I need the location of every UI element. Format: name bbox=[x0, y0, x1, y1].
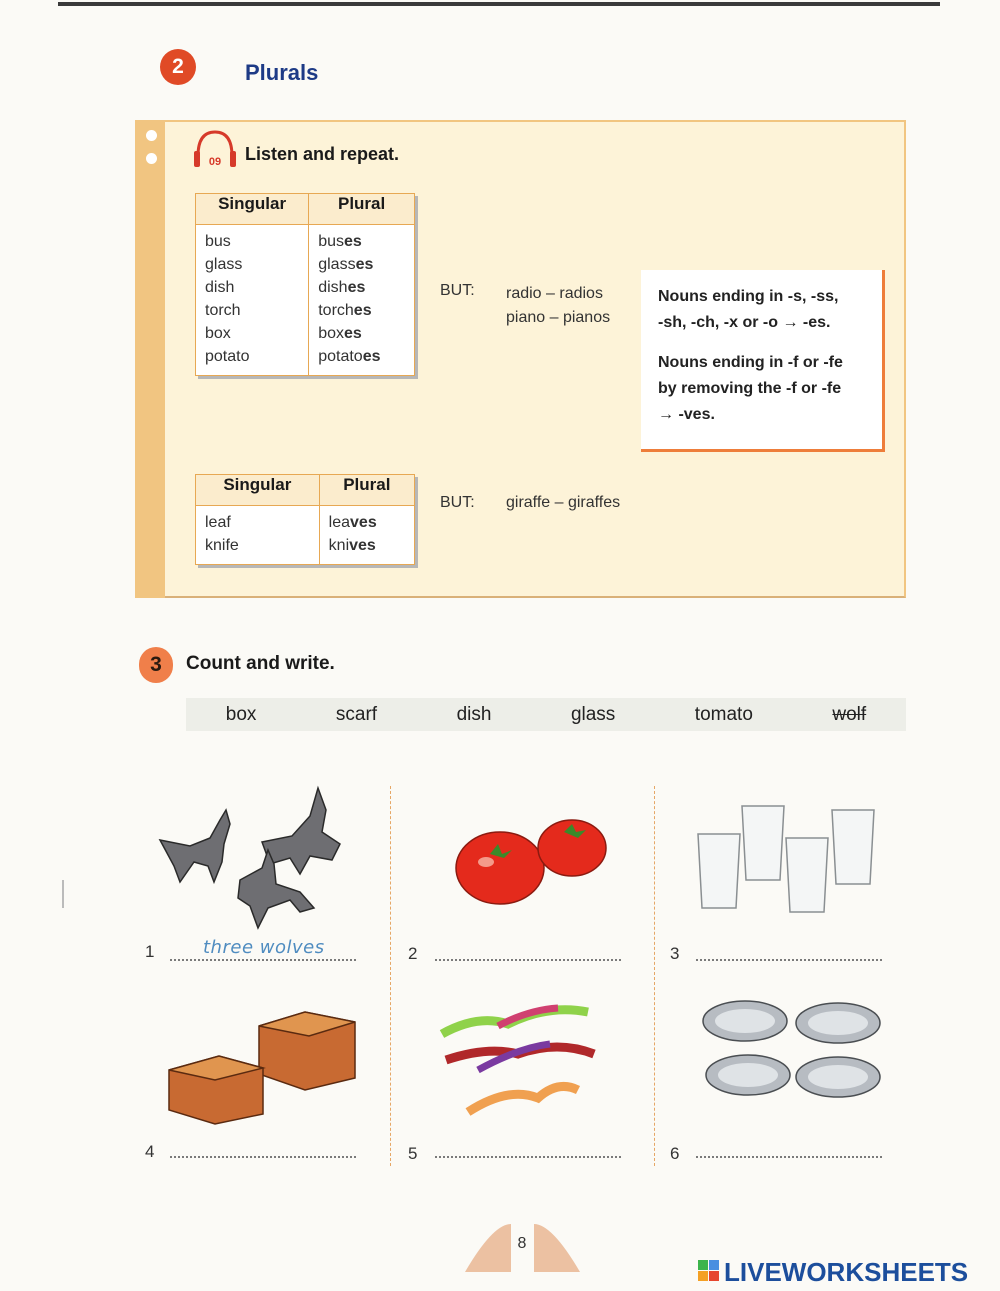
item-number: 2 bbox=[408, 944, 418, 963]
word-bank bbox=[186, 698, 906, 731]
singular-word: box bbox=[205, 325, 231, 342]
rule-text: -sh, -ch, -x or -o → -es. bbox=[658, 314, 831, 331]
word-bank-item: tomato bbox=[694, 703, 753, 725]
answer-example: three wolves bbox=[203, 937, 325, 958]
answer-line[interactable] bbox=[435, 1154, 621, 1158]
section-number-badge: 3 bbox=[139, 647, 173, 683]
singular-word: glass bbox=[205, 256, 243, 273]
plural-word: buses bbox=[318, 233, 362, 250]
page-number-tab bbox=[465, 1224, 580, 1274]
plural-column bbox=[319, 506, 414, 565]
liveworksheets-logo[interactable] bbox=[698, 1254, 998, 1288]
audio-track-number: 09 bbox=[208, 156, 222, 168]
word-bank-item: box bbox=[225, 703, 257, 725]
column-header: Plural bbox=[319, 475, 414, 506]
binder-hole bbox=[146, 153, 157, 164]
plural-table-ves bbox=[195, 474, 415, 565]
item-number: 3 bbox=[670, 944, 680, 963]
singular-word: potato bbox=[205, 348, 250, 365]
dishes-picture bbox=[700, 995, 885, 1105]
binder-hole bbox=[146, 130, 157, 141]
column-header: Singular bbox=[196, 475, 320, 506]
rule-text: Nouns ending in -f or -fe bbox=[658, 354, 843, 371]
answer-line[interactable] bbox=[696, 1154, 882, 1158]
plural-word: boxes bbox=[318, 325, 362, 342]
singular-word: knife bbox=[205, 537, 239, 554]
scarves-picture bbox=[438, 1000, 598, 1120]
exception-item: piano – pianos bbox=[506, 309, 611, 326]
section-number-badge: 2 bbox=[160, 49, 196, 85]
answer-line[interactable] bbox=[696, 957, 882, 961]
page-number: 8 bbox=[517, 1235, 527, 1252]
item-number: 4 bbox=[145, 1142, 155, 1161]
plural-word: knives bbox=[328, 537, 376, 554]
answer-line[interactable] bbox=[435, 957, 621, 961]
item-number: 6 bbox=[670, 1144, 680, 1163]
tomatoes-picture bbox=[452, 818, 612, 908]
rule-text: → -ves. bbox=[658, 406, 715, 423]
column-header: Plural bbox=[309, 194, 415, 225]
plural-word: potatoes bbox=[318, 348, 381, 365]
singular-word: dish bbox=[205, 279, 235, 296]
exception-item: radio – radios bbox=[506, 285, 603, 302]
section-title: Plurals bbox=[245, 60, 319, 85]
word-bank-item: scarf bbox=[335, 703, 378, 725]
column-divider bbox=[390, 786, 391, 1166]
rule-text: Nouns ending in -s, -ss, bbox=[658, 288, 839, 305]
singular-word: bus bbox=[205, 233, 231, 250]
brand-name: LIVEWORKSHEETS bbox=[724, 1257, 969, 1287]
exception-item: giraffe – giraffes bbox=[506, 494, 621, 511]
plural-word: leaves bbox=[328, 514, 377, 531]
plural-column bbox=[309, 225, 415, 376]
singular-column bbox=[196, 506, 320, 565]
but-label: BUT: bbox=[440, 494, 475, 511]
answer-line[interactable] bbox=[170, 1154, 356, 1158]
item-number: 5 bbox=[408, 1144, 418, 1163]
rule-box bbox=[641, 270, 885, 452]
exercise-instruction: Count and write. bbox=[186, 653, 335, 674]
plural-word: glasses bbox=[318, 256, 374, 273]
singular-column bbox=[196, 225, 309, 376]
column-divider bbox=[654, 786, 655, 1166]
panel-binding-strip bbox=[135, 120, 165, 598]
word-bank-item: glass bbox=[570, 703, 616, 725]
column-header: Singular bbox=[196, 194, 309, 225]
singular-word: torch bbox=[205, 302, 241, 319]
top-rule bbox=[58, 2, 940, 6]
word-bank-item: dish bbox=[456, 703, 492, 725]
plural-word: dishes bbox=[318, 279, 366, 296]
headphones-icon[interactable] bbox=[193, 128, 237, 170]
word-bank-item-used: wolf bbox=[832, 703, 867, 725]
plural-word: torches bbox=[318, 302, 372, 319]
plural-table-es bbox=[195, 193, 415, 376]
rule-text: by removing the -f or -fe bbox=[658, 380, 842, 397]
exception-list bbox=[506, 282, 610, 330]
wolves-picture bbox=[150, 780, 350, 930]
item-number: 1 bbox=[145, 942, 155, 961]
listen-instruction: Listen and repeat. bbox=[245, 144, 400, 164]
but-label: BUT: bbox=[440, 282, 475, 299]
singular-word: leaf bbox=[205, 514, 231, 531]
glasses-picture bbox=[696, 800, 882, 920]
boxes-picture bbox=[165, 1010, 360, 1125]
margin-mark bbox=[62, 880, 64, 908]
